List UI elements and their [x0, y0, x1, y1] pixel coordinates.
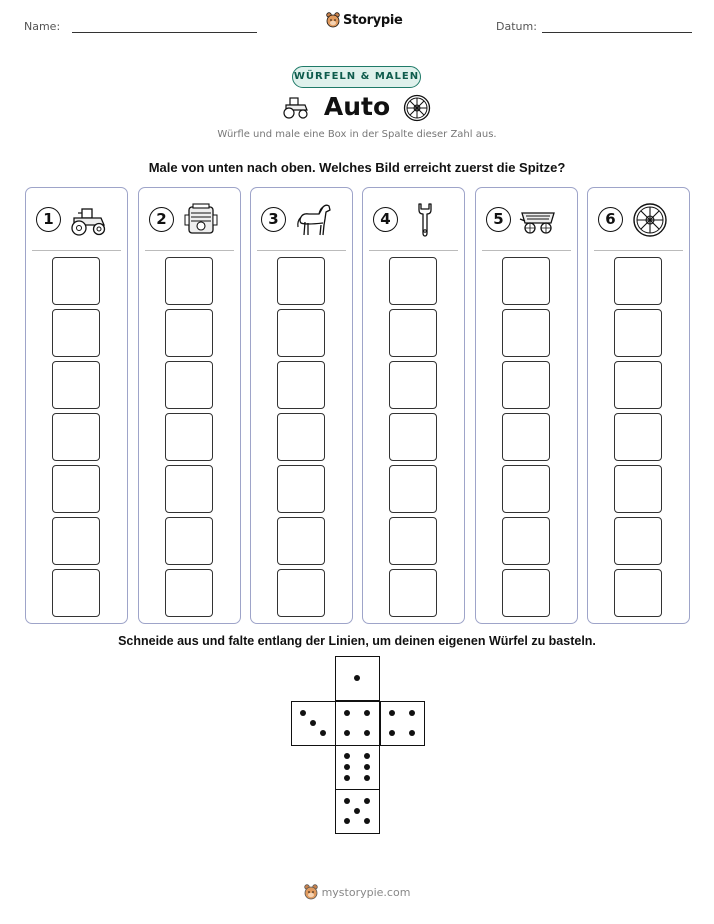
pip: [344, 710, 350, 716]
pip: [310, 720, 316, 726]
footer: [0, 884, 714, 900]
cut-instruction: Schneide aus und falte entlang der Linien, um deinen eigenen Würfel zu basteln.: [118, 634, 596, 648]
color-box[interactable]: [52, 569, 100, 617]
column-number: 2: [149, 207, 174, 232]
pip: [300, 710, 306, 716]
name-label: Name:: [24, 20, 61, 33]
color-box[interactable]: [52, 517, 100, 565]
storypie-logo: [326, 12, 403, 28]
column-6: [587, 187, 690, 624]
color-box[interactable]: [389, 517, 437, 565]
color-box[interactable]: [277, 413, 325, 461]
color-box[interactable]: [52, 465, 100, 513]
color-box[interactable]: [614, 257, 662, 305]
color-box[interactable]: [277, 309, 325, 357]
footer-url[interactable]: mystorypie.com: [321, 885, 411, 899]
dice-face-4: [380, 701, 425, 746]
color-box[interactable]: [165, 517, 213, 565]
pip: [364, 764, 370, 770]
subtitle: Würfle und male eine Box in der Spalte dieser Zahl aus.: [217, 129, 497, 140]
bear-icon: [304, 884, 318, 900]
date-line: [542, 32, 692, 33]
column-number: 4: [373, 207, 398, 232]
color-box[interactable]: [389, 413, 437, 461]
column-number: 6: [598, 207, 623, 232]
pip: [364, 710, 370, 716]
pip: [344, 818, 350, 824]
color-box[interactable]: [52, 257, 100, 305]
color-box[interactable]: [502, 569, 550, 617]
column-number: 5: [486, 207, 511, 232]
pip: [364, 775, 370, 781]
pip: [354, 808, 360, 814]
color-box[interactable]: [165, 465, 213, 513]
dice-face-1: [335, 656, 380, 701]
color-box[interactable]: [389, 361, 437, 409]
dice-face-1: [335, 701, 380, 746]
color-box[interactable]: [614, 465, 662, 513]
pip: [320, 730, 326, 736]
color-box[interactable]: [165, 413, 213, 461]
color-box[interactable]: [277, 361, 325, 409]
brand-name: Storypie: [343, 12, 403, 28]
color-box[interactable]: [502, 465, 550, 513]
color-box[interactable]: [614, 413, 662, 461]
color-box[interactable]: [502, 413, 550, 461]
instruction-text: Male von unten nach oben. Welches Bild erreicht zuerst die Spitze?: [148, 160, 566, 175]
color-box[interactable]: [277, 465, 325, 513]
wrench-icon: [405, 201, 445, 239]
color-box[interactable]: [502, 361, 550, 409]
color-box[interactable]: [52, 413, 100, 461]
color-box[interactable]: [389, 465, 437, 513]
horse-icon: [293, 201, 333, 239]
tractor-icon: [68, 201, 108, 239]
color-box[interactable]: [502, 517, 550, 565]
pip: [344, 775, 350, 781]
column-number: 3: [261, 207, 286, 232]
color-box[interactable]: [165, 309, 213, 357]
pip: [344, 764, 350, 770]
color-box[interactable]: [277, 517, 325, 565]
category-badge: WÜRFELN & MALEN: [292, 66, 421, 88]
cart-icon: [518, 201, 558, 239]
column-1: [25, 187, 128, 624]
color-box[interactable]: [389, 569, 437, 617]
pip: [364, 818, 370, 824]
pip: [364, 730, 370, 736]
color-box[interactable]: [614, 569, 662, 617]
engine-icon: [181, 201, 221, 239]
column-number: 1: [36, 207, 61, 232]
date-label: Datum:: [496, 20, 537, 33]
column-5: [475, 187, 578, 624]
color-box[interactable]: [614, 517, 662, 565]
pip: [389, 730, 395, 736]
color-box[interactable]: [389, 257, 437, 305]
color-box[interactable]: [52, 309, 100, 357]
color-box[interactable]: [614, 309, 662, 357]
pip: [354, 675, 360, 681]
bear-icon: [326, 12, 340, 28]
pip: [364, 753, 370, 759]
wheel-icon: [630, 201, 670, 239]
color-box[interactable]: [614, 361, 662, 409]
pip: [344, 753, 350, 759]
color-box[interactable]: [52, 361, 100, 409]
pip: [344, 730, 350, 736]
dice-face-6: [335, 745, 380, 790]
color-box[interactable]: [277, 569, 325, 617]
column-4: [362, 187, 465, 624]
color-box[interactable]: [502, 257, 550, 305]
color-box[interactable]: [502, 309, 550, 357]
page-title: Auto: [323, 92, 391, 121]
wheel-icon: [402, 94, 432, 122]
color-box[interactable]: [165, 361, 213, 409]
pip: [409, 710, 415, 716]
pip: [389, 710, 395, 716]
color-box[interactable]: [165, 569, 213, 617]
column-2: [138, 187, 241, 624]
name-line: [72, 32, 257, 33]
pip: [364, 798, 370, 804]
dice-face-5: [335, 789, 380, 834]
column-3: [250, 187, 353, 624]
dice-face-3: [291, 701, 336, 746]
pip: [344, 798, 350, 804]
pip: [409, 730, 415, 736]
color-box[interactable]: [389, 309, 437, 357]
color-box[interactable]: [165, 257, 213, 305]
color-box[interactable]: [277, 257, 325, 305]
